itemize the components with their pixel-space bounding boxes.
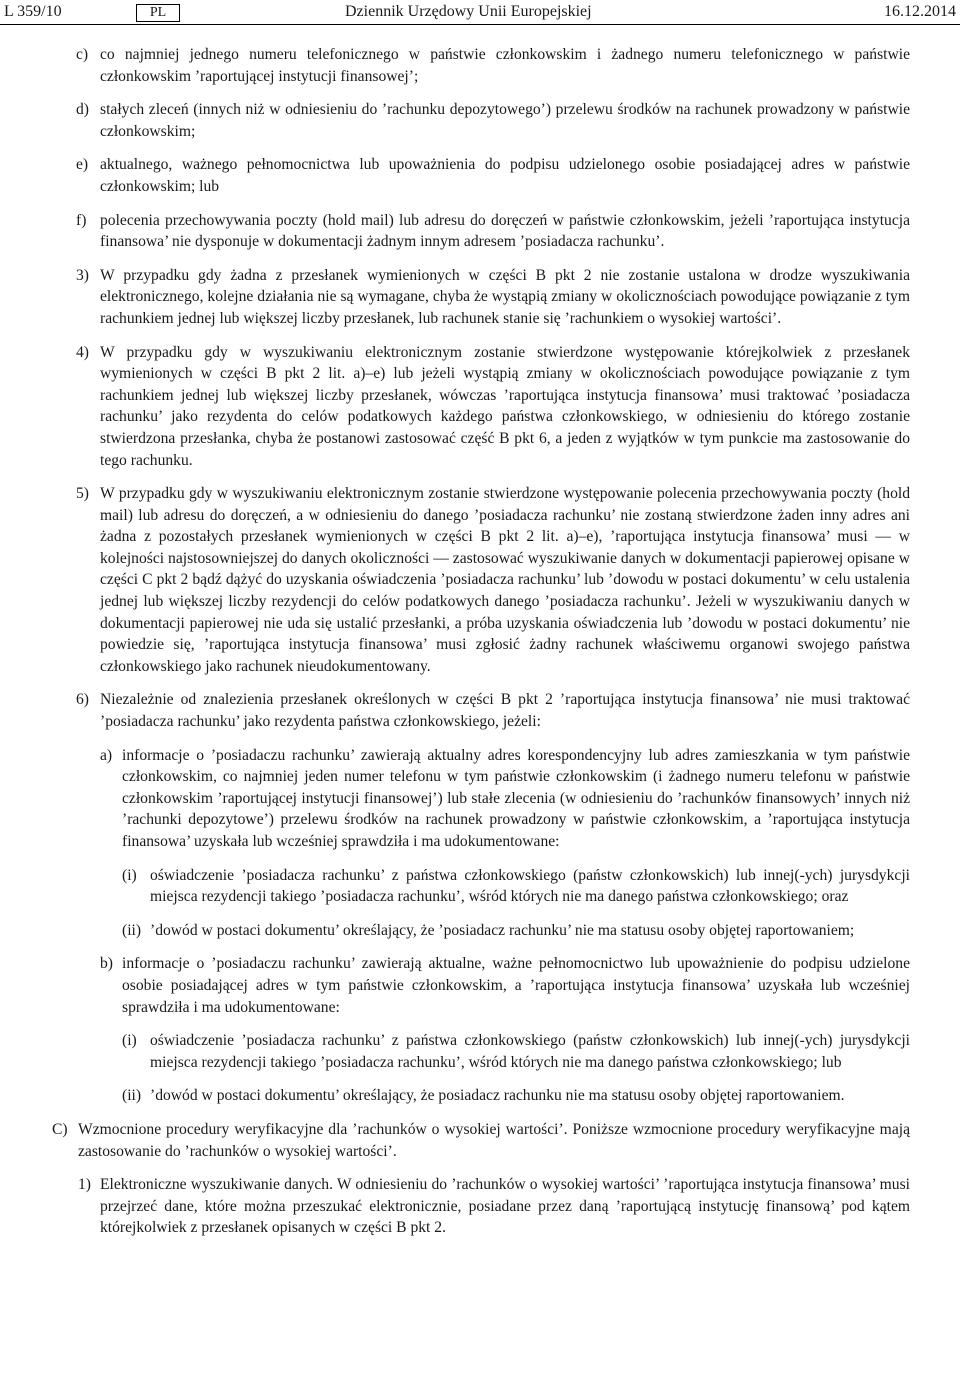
item-label: e): [76, 156, 89, 174]
item-label: a): [100, 746, 113, 764]
item-text: W przypadku gdy w wyszukiwaniu elektronicznym zostanie stwierdzone występowanie którejkolwiek z przesłanek wymienionych w części B pkt 2 lit. a)–e) lub jeżeli wystąpią zmiany w okolicznościach powodujące powiązanie z tym rachunkiem jednej lub większej liczby przesłanek, wówczas ’raportująca instytucja finansowa’ musi traktować ’posiadacza rachunku’ jako rezydenta do celów podatkowych każdego państwa członkowskiego, w odniesieniu do którego zostanie stwierdzona przesłanka, chyba że postanowi zastosować część B pkt 6, a jeden z wyjątków w tym punkcie ma zastosowanie do tego rachunku.: [100, 343, 910, 469]
paragraph-5: [0, 483, 910, 677]
item-text: stałych zleceń (innych niż w odniesieniu do ’rachunku depozytowego’) przelewu środków na rachunek prowadzony w państwie członkowskim;: [100, 101, 910, 140]
item-label: d): [76, 101, 89, 119]
item-text: ’dowód w postaci dokumentu’ określający, że ’posiadacz rachunku’ nie ma statusu osoby objętej raportowaniem;: [150, 921, 855, 939]
item-text: oświadczenie ’posiadacza rachunku’ z państwa członkowskiego (państw członkowskich) lub innej(-ych) jurysdykcji miejsca rezydencji takiego ’posiadacza rachunku’, wśród których nie ma danego państwa członkowskiego; oraz: [150, 866, 910, 906]
item-label: b): [100, 955, 113, 973]
item-text: W przypadku gdy żadna z przesłanek wymienionych w części B pkt 2 nie zostanie ustalona w drodze wyszukiwania elektronicznego, kolejne działania nie są wymagane, chyba że wystąpią zmiany w okolicznościach powodujące powiązanie z tym rachunkiem jednej lub większej liczby przesłanek, lub rachunek stanie się ’rachunkiem o wysokiej wartości’.: [100, 266, 910, 327]
item-label: (i): [122, 866, 137, 884]
list-item-e: [0, 154, 910, 197]
sub-item-b: [0, 953, 910, 1018]
sub-item-a-ii: [0, 920, 910, 942]
paragraph-4: [0, 342, 910, 472]
item-text: polecenia przechowywania poczty (hold mail) lub adresu do doręczeń w państwie członkowskim, jeżeli ’raportująca instytucja finansowa’ nie dysponuje w dokumentacji żadnym innym adresem ’posiadacza rachunku’.: [100, 211, 910, 251]
journal-title: Dziennik Urzędowy Unii Europejskiej: [345, 3, 592, 20]
sub-item-a: [0, 745, 910, 853]
item-label: 1): [78, 1176, 91, 1194]
item-text: Elektroniczne wyszukiwanie danych. W odniesieniu do ’rachunków o wysokiej wartości’ ’raportująca instytucja finansowa’ musi przejrzeć dane, które można przeszukać elektronicznie, posiadane przez daną ’raportującą instytucję finansową’ pod kątem którejkolwiek z przesłanek opisanych w części B pkt 2.: [100, 1176, 910, 1237]
item-label: (i): [122, 1032, 137, 1050]
item-text: informacje o ’posiadaczu rachunku’ zawierają aktualny adres korespondencyjny lub adres zamieszkania w tym państwie członkowskim, co najmniej jeden numer telefonu w tym państwie członkowskim (i żadnego numeru telefonu w państwie członkowskim ’raportującej instytucji finansowej’) lub stałe zlecenia (w odniesieniu do ’rachunków finansowych’ innych niż ’rachunki depozytowe’) przelewu środków na rachunek prowadzony w państwie członkowskim, a ’raportująca instytucja finansowa’ uzyskała lub wcześniej sprawdziła i ma udokumentowane:: [122, 746, 910, 850]
sub-item-b-i: [0, 1030, 910, 1073]
item-label: f): [76, 211, 87, 229]
language-badge: PL: [136, 4, 180, 22]
item-label: 4): [76, 343, 89, 361]
journal-reference: L 359/10: [4, 3, 62, 20]
item-text: Niezależnie od znalezienia przesłanek określonych w części B pkt 2 ’raportująca instytucja finansowa’ nie musi traktować ’posiadacza rachunku’ jako rezydenta państwa członkowskiego, jeżeli:: [100, 691, 910, 731]
item-text: co najmniej jednego numeru telefonicznego w państwie członkowskim i żadnego numeru telefonicznego w państwie członkowskim ’raportującej instytucji finansowej’;: [100, 46, 910, 85]
item-text: aktualnego, ważnego pełnomocnictwa lub upoważnienia do podpisu udzielonego osobie posiadającej adres w państwie członkowskim; lub: [100, 156, 910, 195]
item-text: informacje o ’posiadaczu rachunku’ zawierają aktualne, ważne pełnomocnictwo lub upoważnienie do podpisu udzielone osobie posiadającej adres w tym państwie członkowskim, a ’raportująca instytucja finansowa’ uzyskała lub wcześniej sprawdziła i ma udokumentowane:: [122, 955, 910, 1016]
item-text: oświadczenie ’posiadacza rachunku’ z państwa członkowskiego (państw członkowskich) lub innej(-ych) jurysdykcji miejsca rezydencji takiego ’posiadacza rachunku’, wśród których nie ma danego państwa członkowskiego; lub: [150, 1032, 910, 1071]
list-item-f: [0, 210, 910, 253]
paragraph-6: [0, 689, 910, 732]
section-c-1: [0, 1174, 910, 1239]
item-label: c): [76, 46, 89, 63]
item-label: 3): [76, 266, 89, 284]
item-label: 6): [76, 691, 89, 709]
item-label: (ii): [122, 1087, 142, 1105]
sub-item-b-ii: [0, 1085, 910, 1107]
paragraph-3: [0, 265, 910, 330]
list-item-c: [0, 44, 910, 87]
item-label: (ii): [122, 921, 142, 939]
item-text: ’dowód w postaci dokumentu’ określający, że posiadacz rachunku nie ma statusu osoby objętej raportowaniem.: [150, 1087, 845, 1105]
item-label: 5): [76, 485, 89, 503]
section-c: [0, 1119, 910, 1162]
document-body: [0, 44, 960, 1251]
page-header: [0, 0, 960, 25]
item-text: W przypadku gdy w wyszukiwaniu elektronicznym zostanie stwierdzone występowanie polecenia przechowywania poczty (hold mail) lub adresu do doręczeń, a w odniesieniu do danego ’posiadacza rachunku’ nie zostaną stwierdzone żaden inny adres ani żadna z pozostałych przesłanek wymienionych w części B pkt 2 lit. a)–e), ’raportująca instytucja finansowa’ musi — w kolejności najstosowniejszej do danych okoliczności — zastosować wyszukiwanie danych w dokumentacji papierowej opisane w części C pkt 2 bądź dążyć do uzyskania oświadczenia ’posiadacza rachunku’ lub ’dowodu w postaci dokumentu’ w celu ustalenia jednej lub większej liczby rezydencji do celów podatkowych danego ’posiadacza rachunku’. Jeżeli w wyszukiwaniu danych w dokumentacji papierowej nie uda się ustalić przesłanki, a próba uzyskania oświadczenia lub ’dowodu w postaci dokumentu’ nie powiedzie się, ’raportująca instytucja finansowa’ musi zgłosić żadny rachunek właściwemu organowi swojego państwa członkowskiego jako rachunek nieudokumentowany.: [100, 485, 910, 675]
item-text: Wzmocnione procedury weryfikacyjne dla ’rachunków o wysokiej wartości’. Poniższe wzmocnione procedury weryfikacyjne mają zastosowanie do ’rachunków o wysokiej wartości’.: [78, 1120, 910, 1160]
list-item-d: [0, 99, 910, 142]
item-label: C): [52, 1120, 68, 1138]
sub-item-a-i: [0, 865, 910, 908]
publication-date: 16.12.2014: [884, 3, 956, 20]
